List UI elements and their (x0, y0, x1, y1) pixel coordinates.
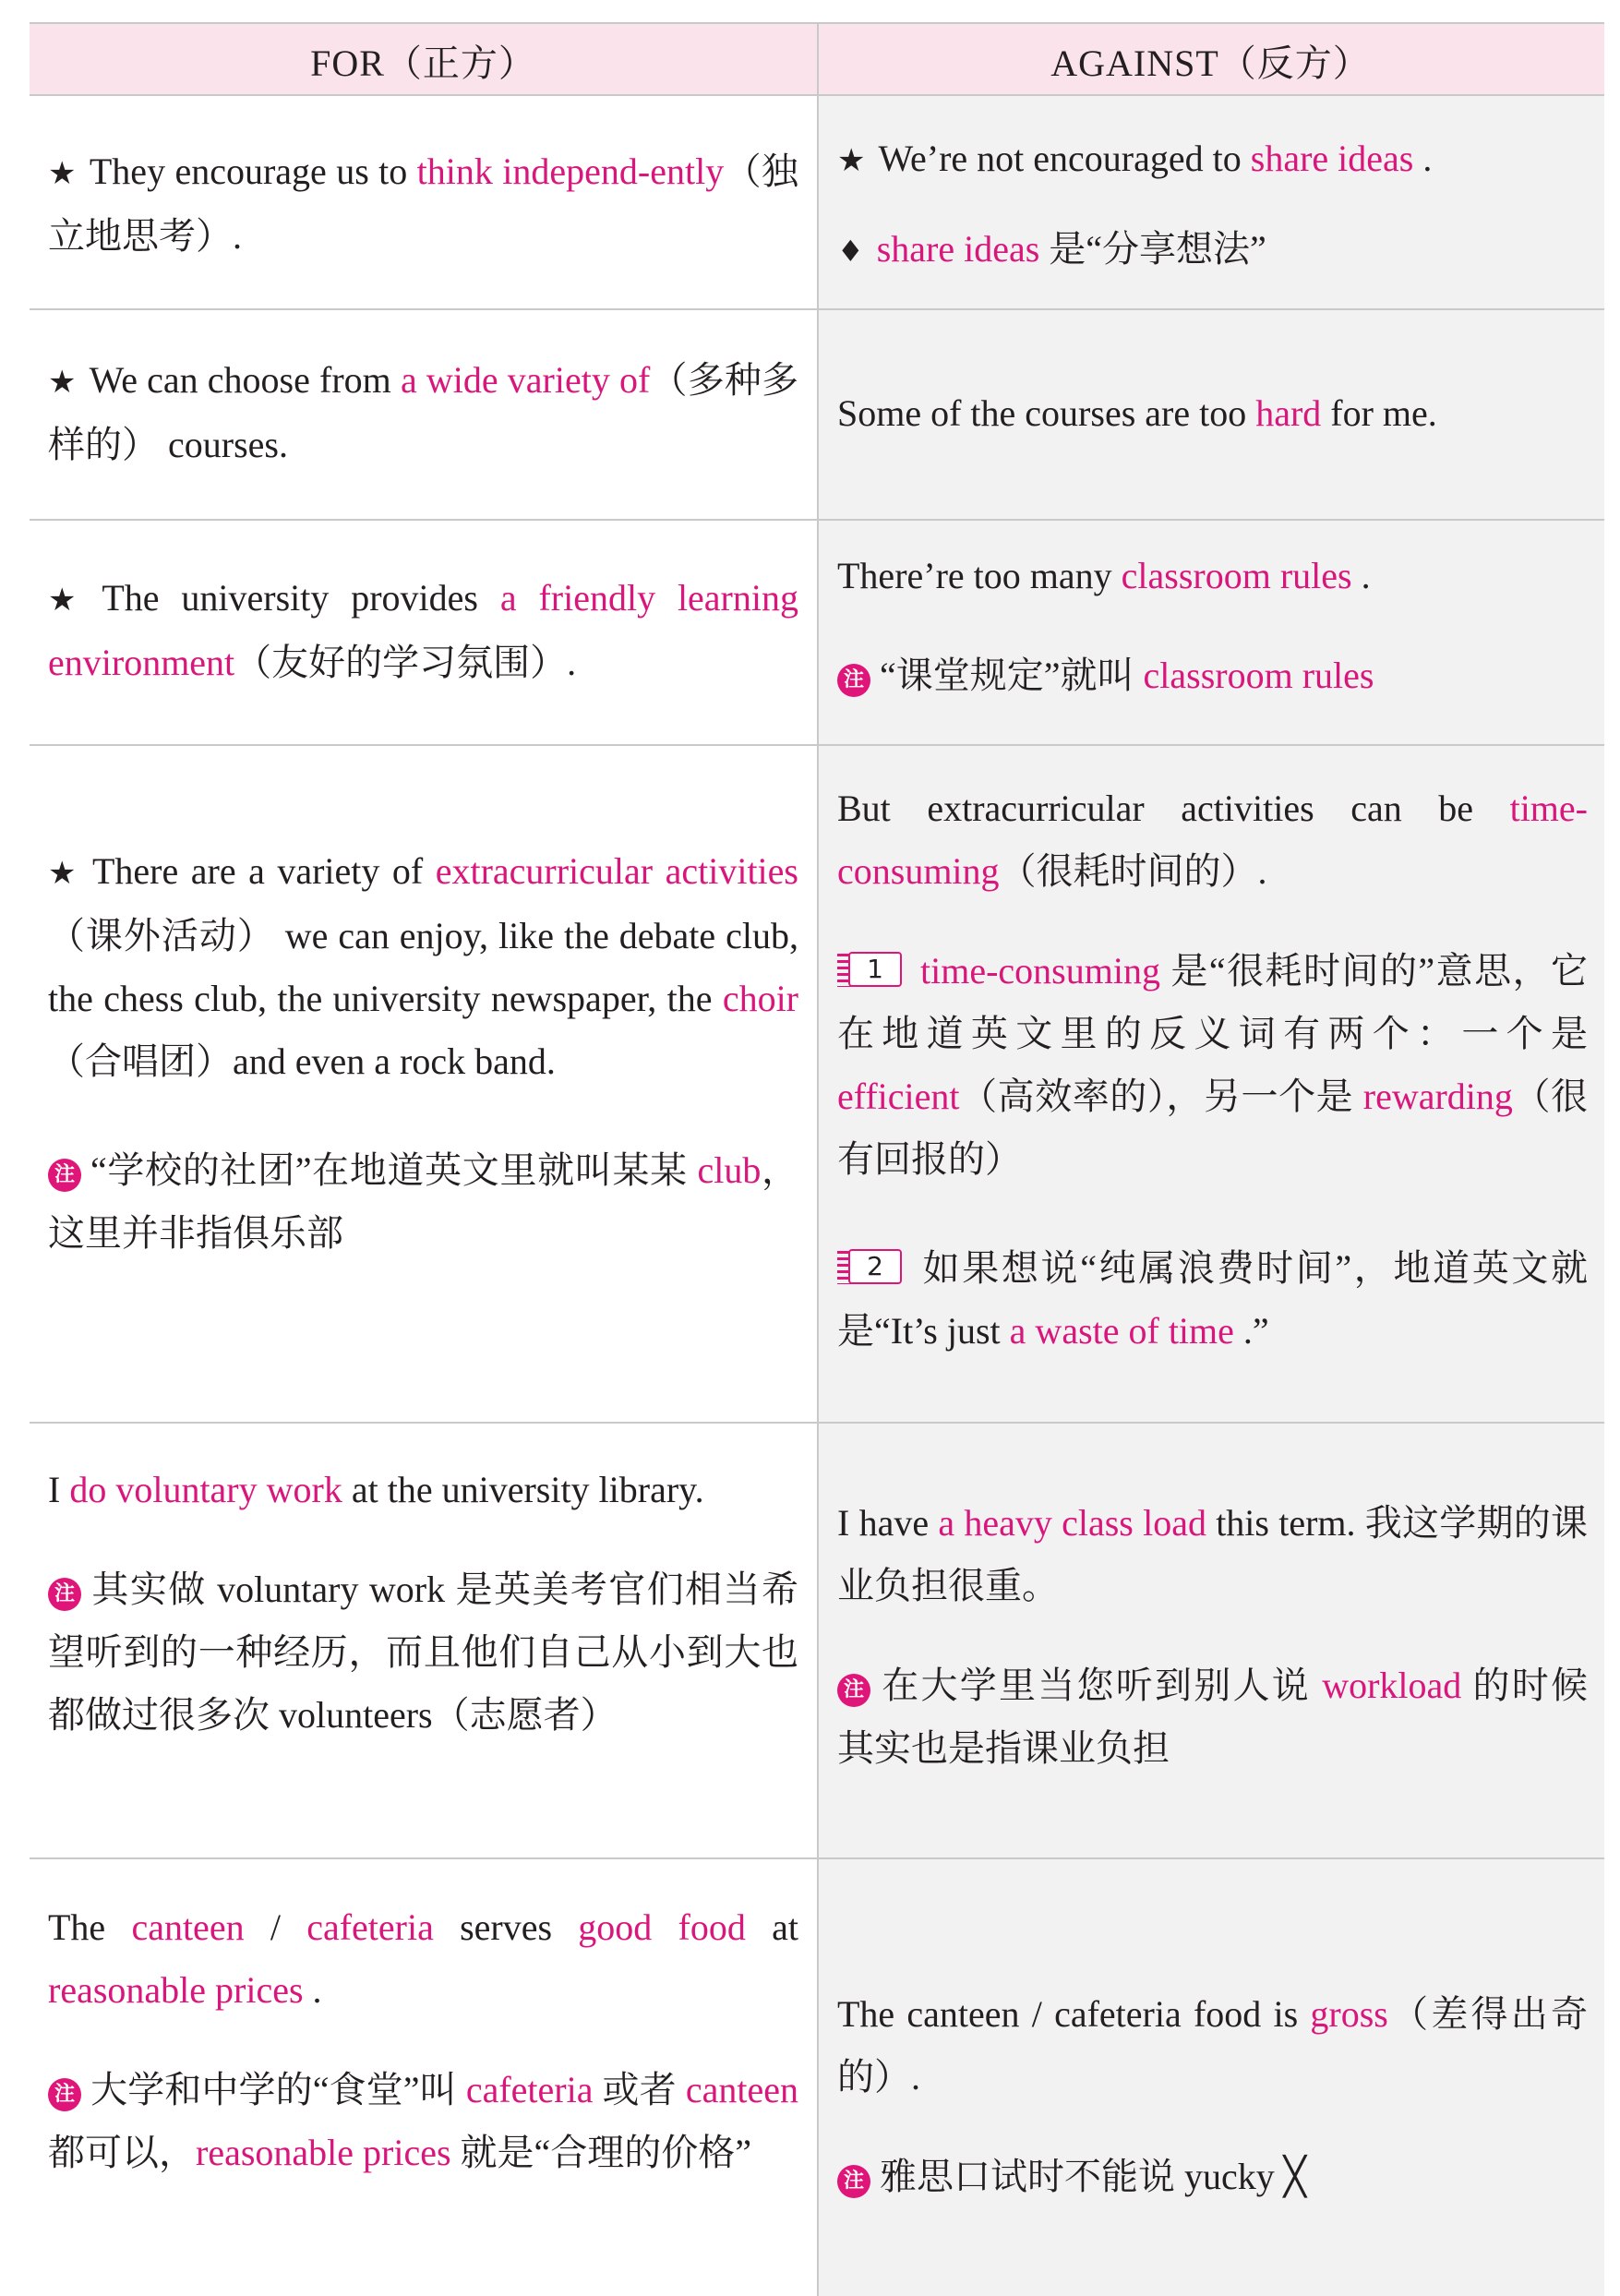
row3-against-cell (837, 545, 1588, 707)
text: 雅思口试时不能说 yucky (880, 2156, 1275, 2197)
highlight: share ideas (876, 228, 1040, 270)
number-badge-label: 2 (848, 1249, 902, 1284)
star-icon: ★ (48, 364, 77, 401)
row2-against-cell (837, 382, 1588, 445)
row3-for-cell (48, 567, 798, 694)
row4-for-cell (48, 840, 798, 1265)
text: 在大学里当您听到别人说 (880, 1665, 1323, 1706)
note-icon: 注 (48, 2078, 81, 2111)
row3-against-note (837, 644, 1588, 707)
row5-for-cell (48, 1459, 798, 1747)
text: 或者 (593, 2069, 686, 2110)
text: 就是“合理的价格” (450, 2132, 752, 2173)
text: 的时候其实也是指课业负担 (837, 1665, 1589, 1769)
row1-against-text (837, 127, 1588, 192)
row2-for-text (48, 349, 798, 476)
text: at (745, 1906, 798, 1948)
highlight: efficient (837, 1076, 960, 1117)
highlight: choir (722, 978, 798, 1019)
highlight: a wide variety of (400, 359, 651, 401)
row6-for-text (48, 1896, 798, 2022)
text: There’re too many (837, 555, 1122, 596)
highlight: think independ-ently (416, 150, 725, 192)
note-icon: 注 (48, 1159, 81, 1192)
highlight: extracurricular activities (435, 850, 798, 892)
star-icon: ★ (48, 855, 79, 892)
note-icon: 注 (837, 664, 870, 697)
highlight: classroom rules (1121, 555, 1352, 596)
text: But extracurricular activities can be (837, 787, 1510, 829)
row-divider (30, 519, 1604, 521)
row6-against-cell (837, 1983, 1588, 2208)
highlight: good food (578, 1906, 746, 1948)
text: . (1413, 138, 1433, 179)
row-divider (30, 308, 1604, 310)
text: I (48, 1469, 70, 1510)
highlight: reasonable prices (48, 1969, 304, 2011)
number-badge-icon (837, 952, 904, 989)
row3-for-text (48, 567, 798, 694)
text: / (244, 1906, 307, 1948)
text: （很有回报的） (837, 1076, 1589, 1180)
row1-against-cell (837, 127, 1588, 282)
text: We can choose from (89, 359, 401, 401)
row-divider (30, 744, 1604, 746)
row5-for-text (48, 1459, 798, 1521)
text: （差得出奇的）. (837, 1993, 1588, 2098)
highlight: canteen (685, 2069, 798, 2110)
note-icon: 注 (48, 1578, 81, 1611)
text: （课外活动） we can enjoy, like the debate club, the chess club, the university newspaper, the (48, 915, 798, 1019)
row5-for-note (48, 1558, 798, 1747)
text: （独立地思考）. (48, 150, 798, 257)
row5-against-note (837, 1654, 1588, 1780)
highlight: time-consuming (837, 787, 1588, 892)
header-against: AGAINST（反方） (1050, 42, 1371, 84)
row6-against-note (837, 2146, 1588, 2208)
row2-for-cell (48, 349, 798, 476)
column-divider (817, 22, 819, 2296)
row5-against-cell (837, 1492, 1588, 1780)
text: 如果想说“纯属浪费时间”，地道英文就是“It’s just (837, 1247, 1588, 1352)
highlight: classroom rules (1143, 655, 1374, 696)
highlight: cafeteria (465, 2069, 594, 2110)
text: 是“很耗时间的”意思，它在地道英文里的反义词有两个：一个是 (837, 950, 1588, 1054)
row5-against-text (837, 1492, 1588, 1617)
row6-against-text (837, 1983, 1588, 2109)
text: The (48, 1906, 132, 1948)
highlight: a friendly learning environment (48, 577, 798, 683)
text: We’re not encouraged to (878, 138, 1251, 179)
highlight: time-consuming (920, 950, 1160, 992)
text: （友好的学习氛围）. (234, 642, 577, 683)
note-icon: 注 (837, 2165, 870, 2198)
text: “学校的社团”在地道英文里就叫某某 (90, 1149, 698, 1191)
highlight: a waste of time (1009, 1310, 1234, 1352)
highlight: share ideas (1250, 138, 1414, 179)
row2-against-text (837, 382, 1588, 445)
row3-against-text (837, 545, 1588, 607)
text: The canteen / cafeteria food is (837, 1993, 1311, 2035)
text: The university provides (102, 577, 500, 619)
text: （很耗时间的）. (999, 850, 1267, 892)
text: They encourage us to (89, 150, 417, 192)
star-icon: ★ (48, 155, 77, 192)
highlight: hard (1255, 392, 1322, 434)
star-icon: ★ (837, 142, 866, 179)
row4-for-text (48, 840, 798, 1093)
debate-table (30, 22, 1604, 2296)
highlight: club (697, 1149, 762, 1191)
text: 大学和中学的“食堂”叫 (90, 2069, 466, 2110)
highlight: workload (1322, 1665, 1462, 1706)
row4-for-note (48, 1139, 798, 1265)
row6-for-cell (48, 1896, 798, 2184)
row4-against-cell (837, 777, 1588, 1363)
text: （高效率的），另一个是 (959, 1076, 1363, 1117)
row6-for-note (48, 2059, 798, 2184)
note-icon: 注 (837, 1674, 870, 1707)
header-for: FOR（正方） (310, 42, 536, 84)
text: this term. 我这学期的课业负担很重。 (837, 1502, 1589, 1606)
highlight: gross (1310, 1993, 1388, 2035)
text: .” (1233, 1310, 1269, 1352)
highlight: rewarding (1362, 1076, 1513, 1117)
highlight: reasonable prices (196, 2132, 451, 2173)
row1-for-text (48, 140, 798, 268)
row1-for-cell (48, 140, 798, 268)
text: （合唱团）and even a rock band. (48, 1040, 556, 1082)
text: . (1351, 555, 1371, 596)
text: 都可以， (48, 2132, 196, 2173)
text: ，这里并非指俱乐部 (48, 1149, 798, 1254)
text: Some of the courses are too (837, 392, 1256, 434)
highlight: do voluntary work (69, 1469, 342, 1510)
number-badge-icon (837, 1249, 904, 1286)
text: 是“分享想法” (1039, 228, 1266, 270)
cross-icon: ╳ (1283, 2156, 1306, 2198)
text: serves (433, 1906, 579, 1948)
star-icon: ★ (48, 582, 90, 619)
text: （多种多样的） courses. (48, 359, 799, 465)
row-divider (30, 1857, 1604, 1859)
text: for me. (1321, 392, 1437, 434)
row4-against-text (837, 777, 1588, 903)
row4-against-note1 (837, 940, 1588, 1191)
text: 其实做 voluntary work 是英美考官们相当希望听到的一种经历，而且他们自己从小到大也都做过很多次 volunteers（志愿者） (48, 1569, 798, 1736)
highlight: canteen (131, 1906, 245, 1948)
row4-against-note2 (837, 1237, 1588, 1363)
text: There are a variety of (91, 850, 436, 892)
diamond-icon: ♦ (837, 234, 864, 269)
text: at the university library. (342, 1469, 704, 1510)
highlight: a heavy class load (938, 1502, 1206, 1544)
highlight: cafeteria (306, 1906, 434, 1948)
text: I have (837, 1502, 939, 1544)
text: “课堂规定”就叫 (880, 655, 1144, 696)
number-badge-label: 1 (848, 952, 902, 987)
text: . (303, 1969, 322, 2011)
row-divider (30, 1422, 1604, 1424)
row1-against-note (837, 218, 1588, 282)
